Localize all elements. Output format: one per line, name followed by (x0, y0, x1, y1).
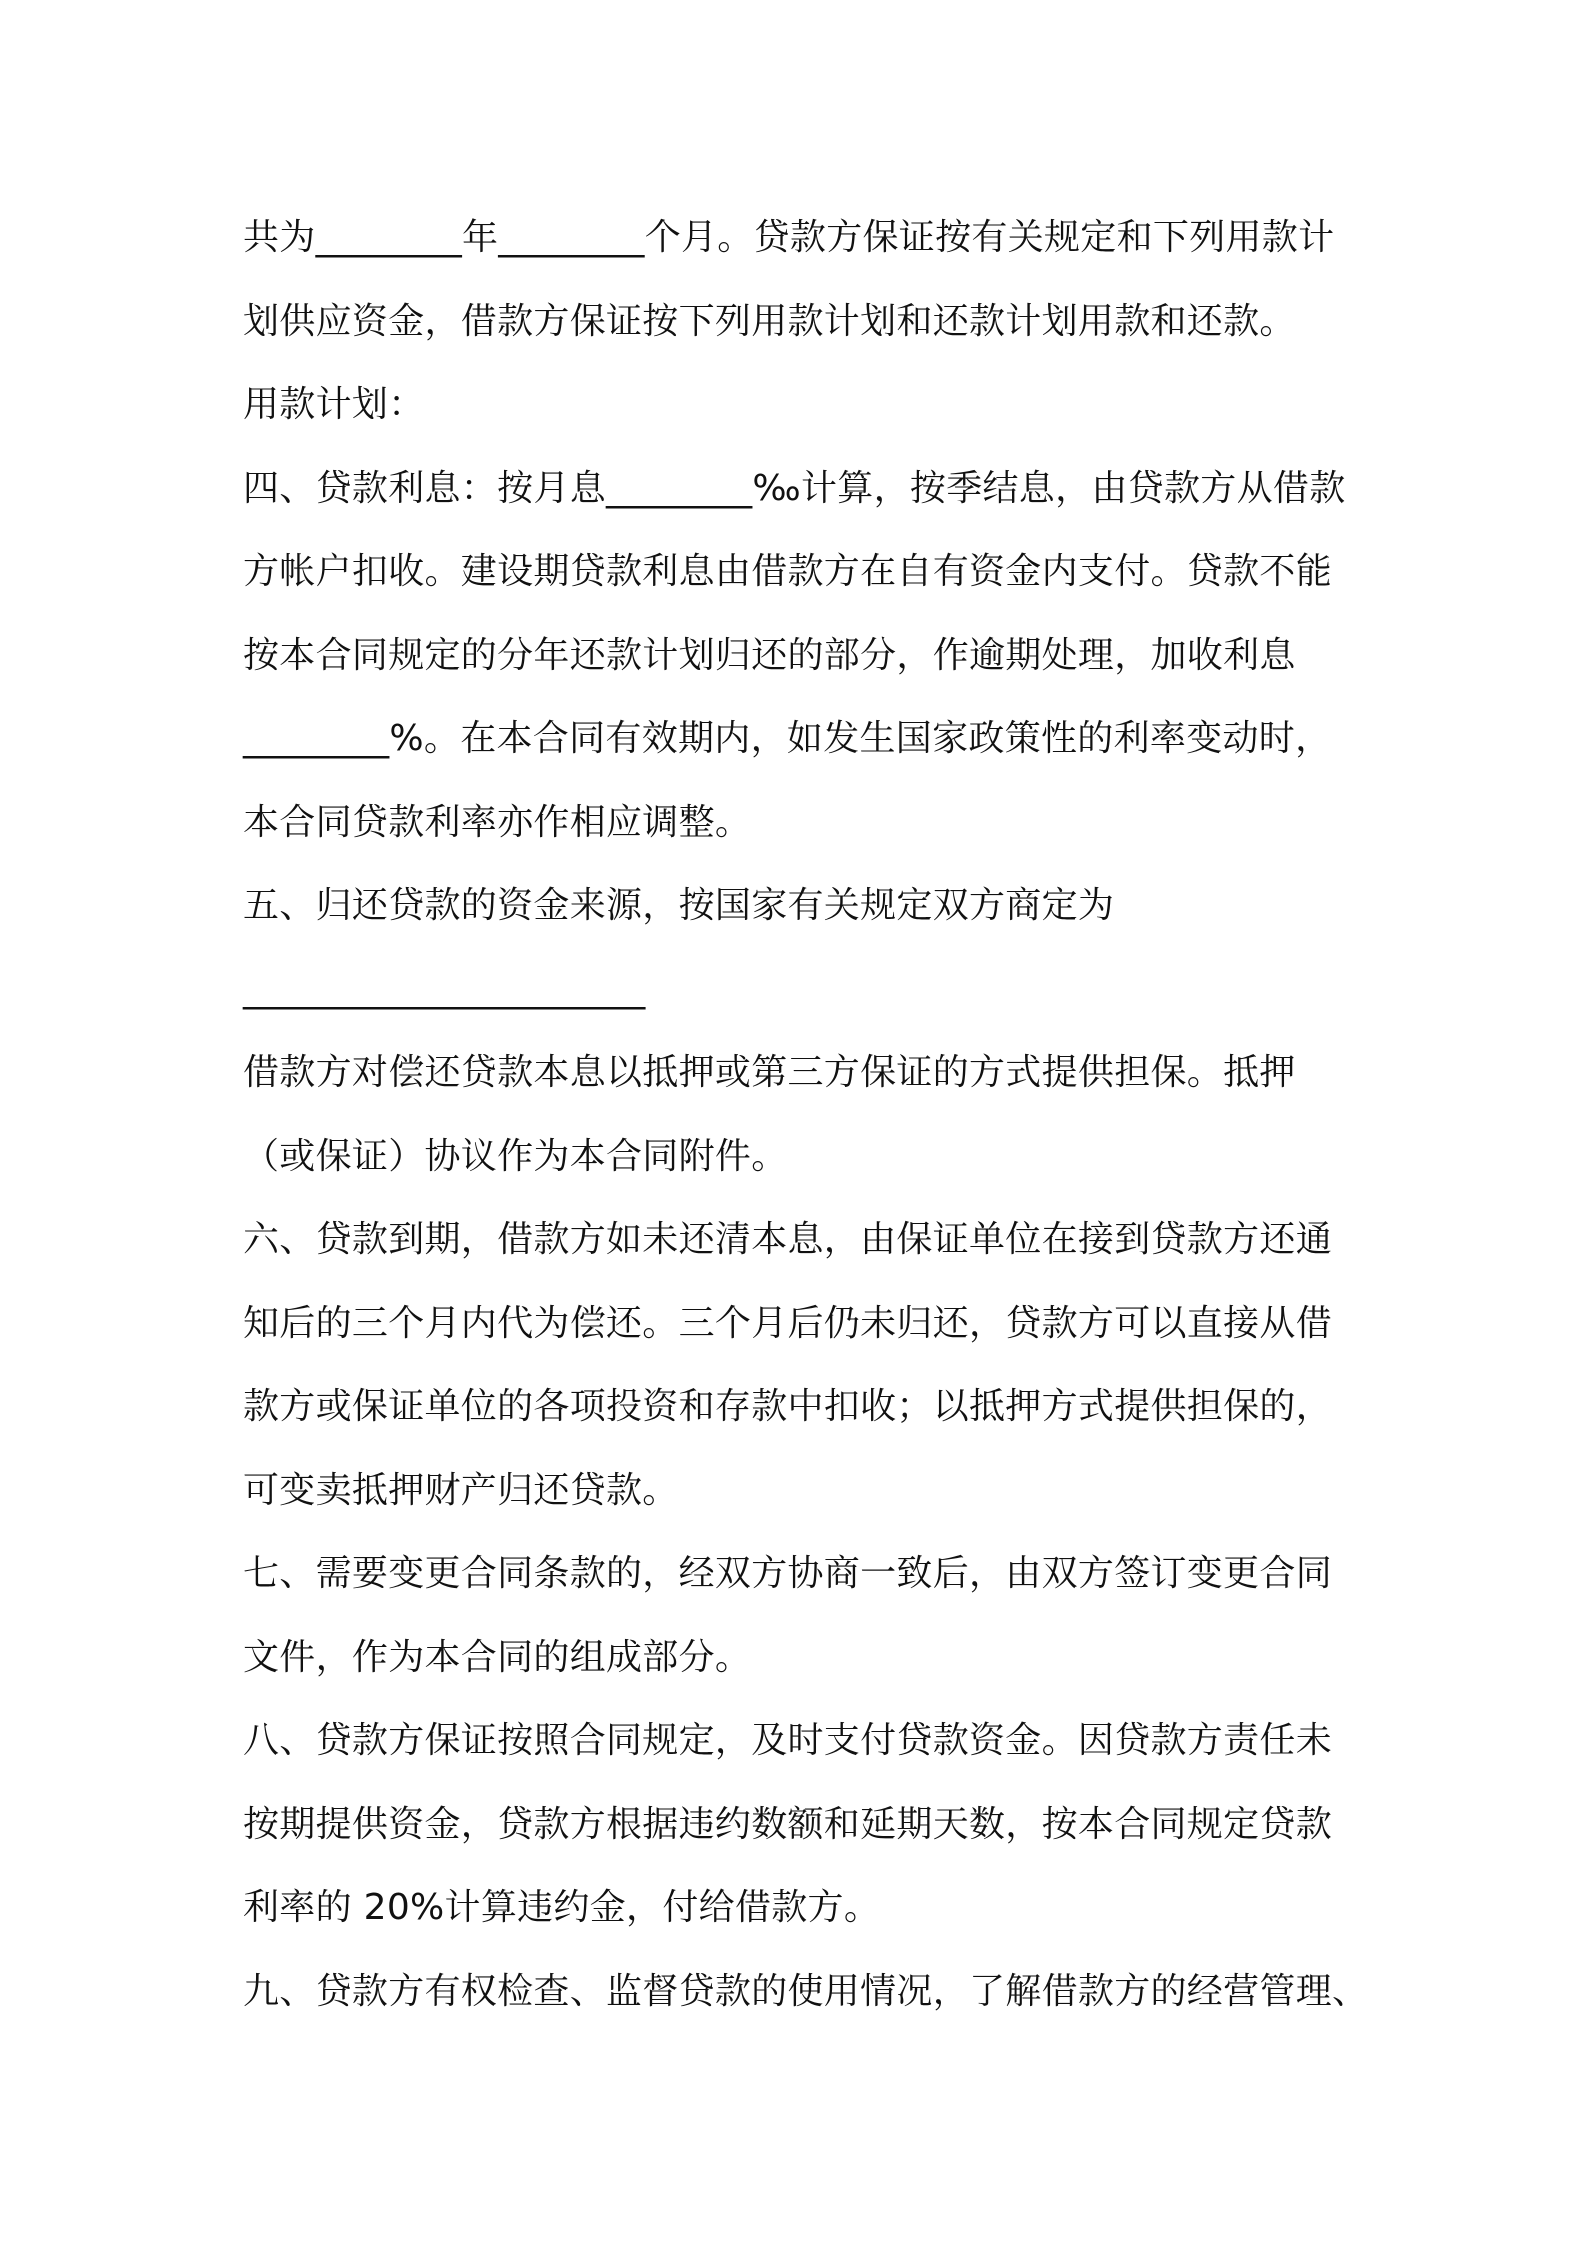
text-line: 用款计划： (243, 384, 425, 425)
text-line: 本合同贷款利率亦作相应调整。 (243, 801, 752, 843)
text-line: 划供应资金，借款方保证按下列用款计划和还款计划用款和还款。 (243, 300, 1296, 342)
text-line: 八、贷款方保证按照合同规定，及时支付贷款资金。因贷款方责任未 (243, 1720, 1333, 1761)
text-line: 可变卖抵押财产归还贷款。 (243, 1469, 679, 1511)
text-line: 知后的三个月内代为偿还。三个月后仍未归还，贷款方可以直接从借 (243, 1302, 1333, 1344)
document-body (243, 196, 1373, 2033)
fill-in-blank-line: ______________________ (243, 968, 646, 1010)
text-line: ________%。在本合同有效期内，如发生国家政策性的利率变动时， (243, 718, 1332, 759)
text-line: 利率的 20%计算违约金，付给借款方。 (243, 1887, 881, 1928)
text-line: 借款方对偿还贷款本息以抵押或第三方保证的方式提供担保。抵押 (243, 1052, 1296, 1093)
text-line: 六、贷款到期，借款方如未还清本息，由保证单位在接到贷款方还通 (243, 1219, 1333, 1260)
text-line: 方帐户扣收。建设期贷款利息由借款方在自有资金内支付。贷款不能 (243, 551, 1333, 592)
text-line: 按期提供资金，贷款方根据违约数额和延期天数，按本合同规定贷款 (243, 1803, 1333, 1845)
text-line: 九、贷款方有权检查、监督贷款的使用情况，了解借款方的经营管理、 (243, 1970, 1369, 2012)
text-line: 按本合同规定的分年还款计划归还的部分，作逾期处理，加收利息 (243, 634, 1296, 676)
text-line: 款方或保证单位的各项投资和存款中扣收；以抵押方式提供担保的， (243, 1386, 1333, 1427)
text-line: （或保证）协议作为本合同附件。 (243, 1135, 788, 1177)
text-line: 文件，作为本合同的组成部分。 (243, 1636, 752, 1678)
text-line: 五、归还贷款的资金来源，按国家有关规定双方商定为 (243, 885, 1115, 926)
text-line: 共为________年________个月。贷款方保证按有关规定和下列用款计 (243, 217, 1335, 258)
text-line: 七、需要变更合同条款的，经双方协商一致后，由双方签订变更合同 (243, 1553, 1333, 1594)
text-line: 四、贷款利息：按月息________‰计算，按季结息，由贷款方从借款 (243, 467, 1346, 509)
